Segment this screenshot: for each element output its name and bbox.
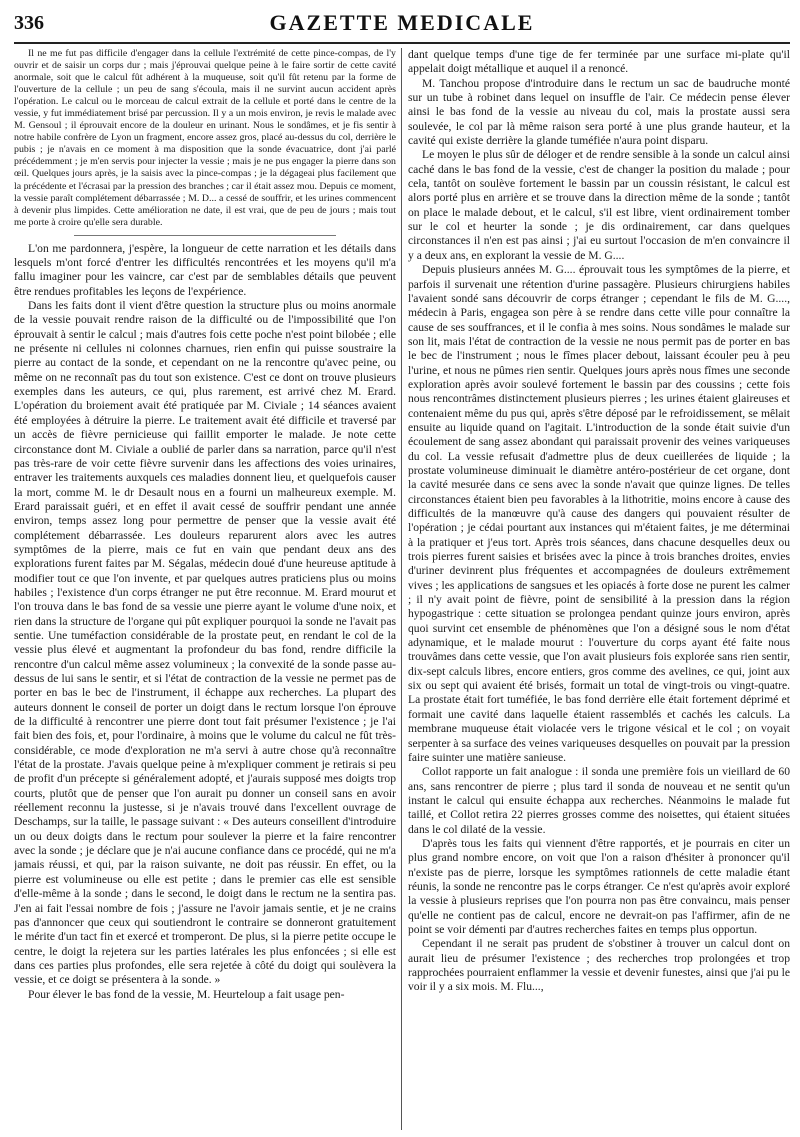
paragraph: Cependant il ne serait pas prudent de s'obstiner à trouver un calcul dont on aurait lieu de présumer l'existence ; des recherches trop prolongées et trop rapprochées pourraient enflammer la vessie et devenir funestes, ainsi que j'ai pu le voir il y a six mois. M. Flu...,	[408, 937, 790, 994]
paragraph: D'après tous les faits qui viennent d'être rapportés, et je pourrais en citer un plus grand nombre encore, on voit que l'on a raison d'hésiter à prononcer qu'il n'existe pas de pierre, lorsque les symptômes rationnels de cette maladie étant réunis, la sonde ne rencontre pas le corps étranger. Ce n'est qu'après avoir exploré la vessie à plusieurs reprises que l'on pourra non pas être convaincu, mais penser qu'elle ne contient pas de calcul, encore ne devrait-on pas l'affirmer, afin de ne point se voir démenti par d'autres recherches faites en temps plus opportun.	[408, 836, 790, 936]
right-column	[402, 48, 790, 1130]
text-columns	[14, 48, 790, 1130]
paragraph: Il ne me fut pas difficile d'engager dans la cellule l'extrémité de cette pince-compas, de l'y ouvrir et de saisir un corps dur ; mais j'éprouvai quelque peine à le faire sortir de cette cavité anormale, soit que le calcul fût adhérent à la muqueuse, soit qu'il fût retenu par la forme de l'ouverture de la cellule ; un peu de sang s'écoula, mais il ne survint aucun accident après l'opération. Le calcul ou le morceau de calcul extrait de la cellule et porté dans le centre de la vessie, y fut immédiatement brisé par percussion. Il y a un mois environ, je revis le malade avec M. Gensoul ; il éprouvait encore de la douleur en urinant. Nous le sondâmes, et je fis sentir à notre habile confrère de Lyon un fragment, encore assez gros, placé au-dessus du col, derrière le pubis ; je n'avais en ce moment à ma disposition que la sonde évacuatrice, dont j'ai parlé précédemment ; je m'en servis pour injecter la vessie ; mais je ne pus engager la pierre dans son œil. Quelques jours après, je la saisis avec la pince-compas ; je la dégageai plus facilement que la précédente et l'écrasai par la pression des branches ; car il était assez mou. Depuis ce moment, la vessie paraît complétement débarrassée ; M. D... a cessé de souffrir, et les urines commencent à devenir plus limpides. Cette amélioration ne date, il est vrai, que de peu de jours ; mais tout me porte à croire qu'elle sera durable.	[14, 48, 396, 228]
paragraph: Collot rapporte un fait analogue : il sonda une première fois un vieillard de 60 ans, sans rencontrer de pierre ; plus tard il sonda de nouveau et ne sentit qu'un instant le calcul qui ensuite échappa aux recherches. Néanmoins le malade fut taillé, et Collot retira 22 pierres grosses comme des noisettes, qui étaient situées dans le col dilaté de la vessie.	[408, 765, 790, 836]
paragraph: Le moyen le plus sûr de déloger et de rendre sensible à la sonde un calcul ainsi caché dans le bas fond de la vessie, c'est de changer la position du malade ; pour cela, tantôt on soulève fortement le bassin par un coussin résistant, le calcul est alors porté plus en arrière et se trouve dans la direction même de la sonde ; tantôt on place le malade debout, et le calcul, s'il est libre, vient ordinairement tomber sur le col et heurter la sonde ; je dis ordinairement, car dans quelques circonstances il n'en est pas ainsi ; j'ai eu surtout l'occasion de m'en convaincre il y a deux ans, en explorant la vessie de M. G....	[408, 148, 790, 262]
paragraph: Pour élever le bas fond de la vessie, M. Heurteloup a fait usage pen-	[28, 987, 345, 1001]
section-divider	[74, 235, 336, 236]
paragraph: dant quelque temps d'une tige de fer terminée par une surface mi-plate qu'il appelait doigt métallique et auquel il a renoncé.	[408, 48, 790, 76]
journal-page	[14, 8, 790, 1130]
main-text-left	[14, 242, 396, 1002]
paragraph: Depuis plusieurs années M. G.... éprouvait tous les symptômes de la pierre, et parfois il survenait une rétention d'urine passagère. Plusieurs chirurgiens habiles l'avaient sondé sans découvrir de corps étranger ; cependant le fils de M. G...., médecin à Paris, engagea son père à se rendre dans cette ville pour connaître la cause de ses souffrances, et il le confia à mes soins. Nous sondâmes le malade sur son lit, mais l'état de contraction de la vessie ne nous permit pas de porter en bas le bec de l'instrument ; nous le fîmes placer debout, laissant écouler peu à peu l'urine, et nous ne pûmes rien sentir. Quelques jours après nous fîmes une seconde exploration après avoir soulevé fortement le bassin par des coussins ; cette fois nous rencontrâmes distinctement plusieurs pierres ; les urines étaient glaireuses et contenaient même du pus qui, après s'être déposé par le refroidissement, se mêlait ensuite au liquide quand on l'agitait. L'introduction de la sonde était suivie d'un écoulement de sang assez abondant qui paraissait provenir des veines variqueuses du col. La vessie refusait d'admettre plus de deux cueillerées de liquide ; la prostate volumineuse diminuait le diamètre antéro-postérieur de cet organe, dont la cavité mesurée dans ce sens avec la sonde n'avait que quinze lignes. De telles circonstances étaient bien peu favorables à la lithotritie, moins encore à cause des difficultés de la manœuvre qu'à cause des dangers qui pouvaient résulter de l'opération ; je cédai pourtant aux instances qui m'étaient faites, je me déterminai à la pratiquer et j'eus tort. Après trois séances, dans chacune desquelles deux ou trois pierres furent saisies et brisées avec la pince à trois branches droites, envies d'uriner devinrent plus fréquentes et accompagnées de douleurs extrêmement vives ; les applications de sangsues et les opiacés à forte dose ne purent les calmer ; il n'y avait point de fièvre, point de sensibilité à la pression dans la région hypogastrique : cette situation se prolongea pendant quinze jours environ, après quoi survint cet ensemble de phénomènes que l'on a désigné sous le nom d'état adynamique, et le malade mourut : l'ouverture du corps ayant été faite nous trouvâmes dans cette vessie, que l'on avait plusieurs fois explorée sans rien sentir, dix-sept calculs libres, encore entiers, gros comme des avelines, ce qui, joint aux six ou sept qui avaient été brisés, formait un total de vingt-trois ou vingt-quatre. La prostate était fort tuméfiée, le bas fond derrière elle était fortement déprimé et formait une cavité dans laquelle étaient rassemblés et cachés les calculs. La membrane muqueuse était violacée vers le trigone vésical et le col ; on voyait serpenter à sa surface des veines variqueuses desquelles on pouvait par la pression faire suinter une matière sanieuse.	[408, 263, 790, 764]
page-header	[14, 8, 790, 44]
page-number: 336	[14, 12, 44, 34]
left-column	[14, 48, 402, 1130]
paragraph: L'on me pardonnera, j'espère, la longueur de cette narration et les détails dans lesquels m'ont forcé d'entrer les difficultés rencontrées et les moyens qu'il m'a fallu imaginer pour les vaincre, car c'est par de semblables détails que peuvent être rendues profitables les leçons de l'expérience.	[14, 241, 396, 298]
case-report-excerpt	[14, 48, 396, 229]
paragraph: M. Tanchou propose d'introduire dans le rectum un sac de baudruche monté sur un tube à robinet dans lequel on insuffle de l'air. Ce médecin pense élever ainsi le bas fond de la vessie au niveau du col, mais la prostate aussi sera soulevée, le col par là même raison sera porté à une plus grande hauteur, et la cavité qui existe derrière la glande tuméfiée n'aura point disparu.	[408, 76, 790, 148]
journal-title: GAZETTE MEDICALE	[269, 10, 535, 35]
paragraph: Dans les faits dont il vient d'être question la structure plus ou moins anormale de la vessie pouvait rendre raison de la difficulté ou de l'impossibilité que l'on éprouvait à sentir le calcul ; mais d'autres fois cette poche n'est point bilobée ; elle ne présente ni cellules ni colonnes charnues, rien enfin qui puisse soustraire la pierre au contact de la sonde, et cependant on ne la rencontre qu'avec peine, ou même on ne reconnaît pas du tout son existence. C'est ce dont on trouve plusieurs exemples dans les auteurs, ce qui, plus rarement, est arrivé chez M. Erard. L'opération du broiement avait été pratiquée par M. Civiale ; 14 séances avaient été employées à détruire la pierre. Le traitement avait été difficile et traversé par un accès de fièvre pernicieuse qui faillit emporter le malade. Je note cette circonstance dont M. Civiale a oublié de parler dans sa narration, parce qu'il n'est pas très-rare de voir cette fièvre survenir dans les affections des voies urinaires, entraver les traitements auxquels ces maladies donnent lieu, et quelquefois causer la mort, comme M. le dr Desault nous en a fourni un malheureux exemple. M. Erard paraissait guéri, et en effet il avait cessé de souffrir pendant une année environ, temps assez long pour permettre de penser que la vessie avait été complétement débarrassée. Les douleurs reparurent alors avec les autres symptômes de la pierre, mais ce fut en vain que pendant deux ans des explorations furent faites par M. Ségalas, médecin doué d'une heureuse aptitude à modifier tout ce que l'on invente, et par quelques autres praticiens plus ou moins habiles ; l'existence d'un corps étranger ne put être reconnue. M. Erard mourut et l'on trouva dans le bas fond de sa vessie une pierre ayant le volume d'une noix, et rien dans la structure de l'organe qui pût expliquer pourquoi la sonde ne l'avait pas sentie. Une tuméfaction considérable de la prostate peut, en rendant le col de la vessie plus élevé et augmentant la profondeur du bas fond, rendre difficile la rencontre d'un calcul même assez volumineux ; la convexité de la sonde passe au-dessus de lui sans le sentir, et si l'état de contraction de la vessie ne permet pas de porter en bas le bec de l'instrument, il échappe aux recherches. La plupart des auteurs donnent le conseil de porter un doigt dans le rectum lorsque l'on éprouve de la difficulté à rencontrer une pierre dont tout fait présumer l'existence ; je l'ai fait bien des fois, et, pour l'ordinaire, à moins que le volume du calcul ne fût très-considérable, ce mode d'exploration ne m'a servi à autre chose qu'à reconnaître l'état de la prostate. J'avais quelque peine à m'expliquer comment je retirais si peu de profit d'un précepte si généralement adopté, et j'aurais supposé mes doigts trop courts, plutôt que de penser que l'on aurait pu donner un conseil sans en avoir réellement reconnu la justesse, si je n'avais trouvé dans l'excellent ouvrage de Deschamps, sur la taille, le passage suivant : « Des auteurs conseillent d'introduire un ou deux doigts dans le rectum pour soulever la pierre et la faire rencontrer avec la sonde ; je déclare que je n'ai aucune confiance dans ce procédé, qui ne m'a jamais réussi, et qui, par la raison suivante, ne doit pas réussir. En effet, ou la pierre est volumineuse ou elle est petite ; dans le premier cas elle est sensible d'elle-même à la sonde ; dans le second, le doigt dans le rectum ne la sentira pas. J'en ai fait l'essai nombre de fois ; j'assure ne l'avoir jamais sentie, et je ne crains pas d'annoncer que ceux qui soutiendront le contraire se donneront gratuitement le mérite d'un tact fin et exercé et tromperont. De plus, si la pierre petite occupe le centre, le doigt la rejetera sur les parties latérales les plus enfoncées ; si elle est dans ces parties plus profondes, elle sera rejetée à côté du doigt qui soulèvera la vessie, et ce doigt se présentera à la sonde. »	[14, 299, 397, 987]
